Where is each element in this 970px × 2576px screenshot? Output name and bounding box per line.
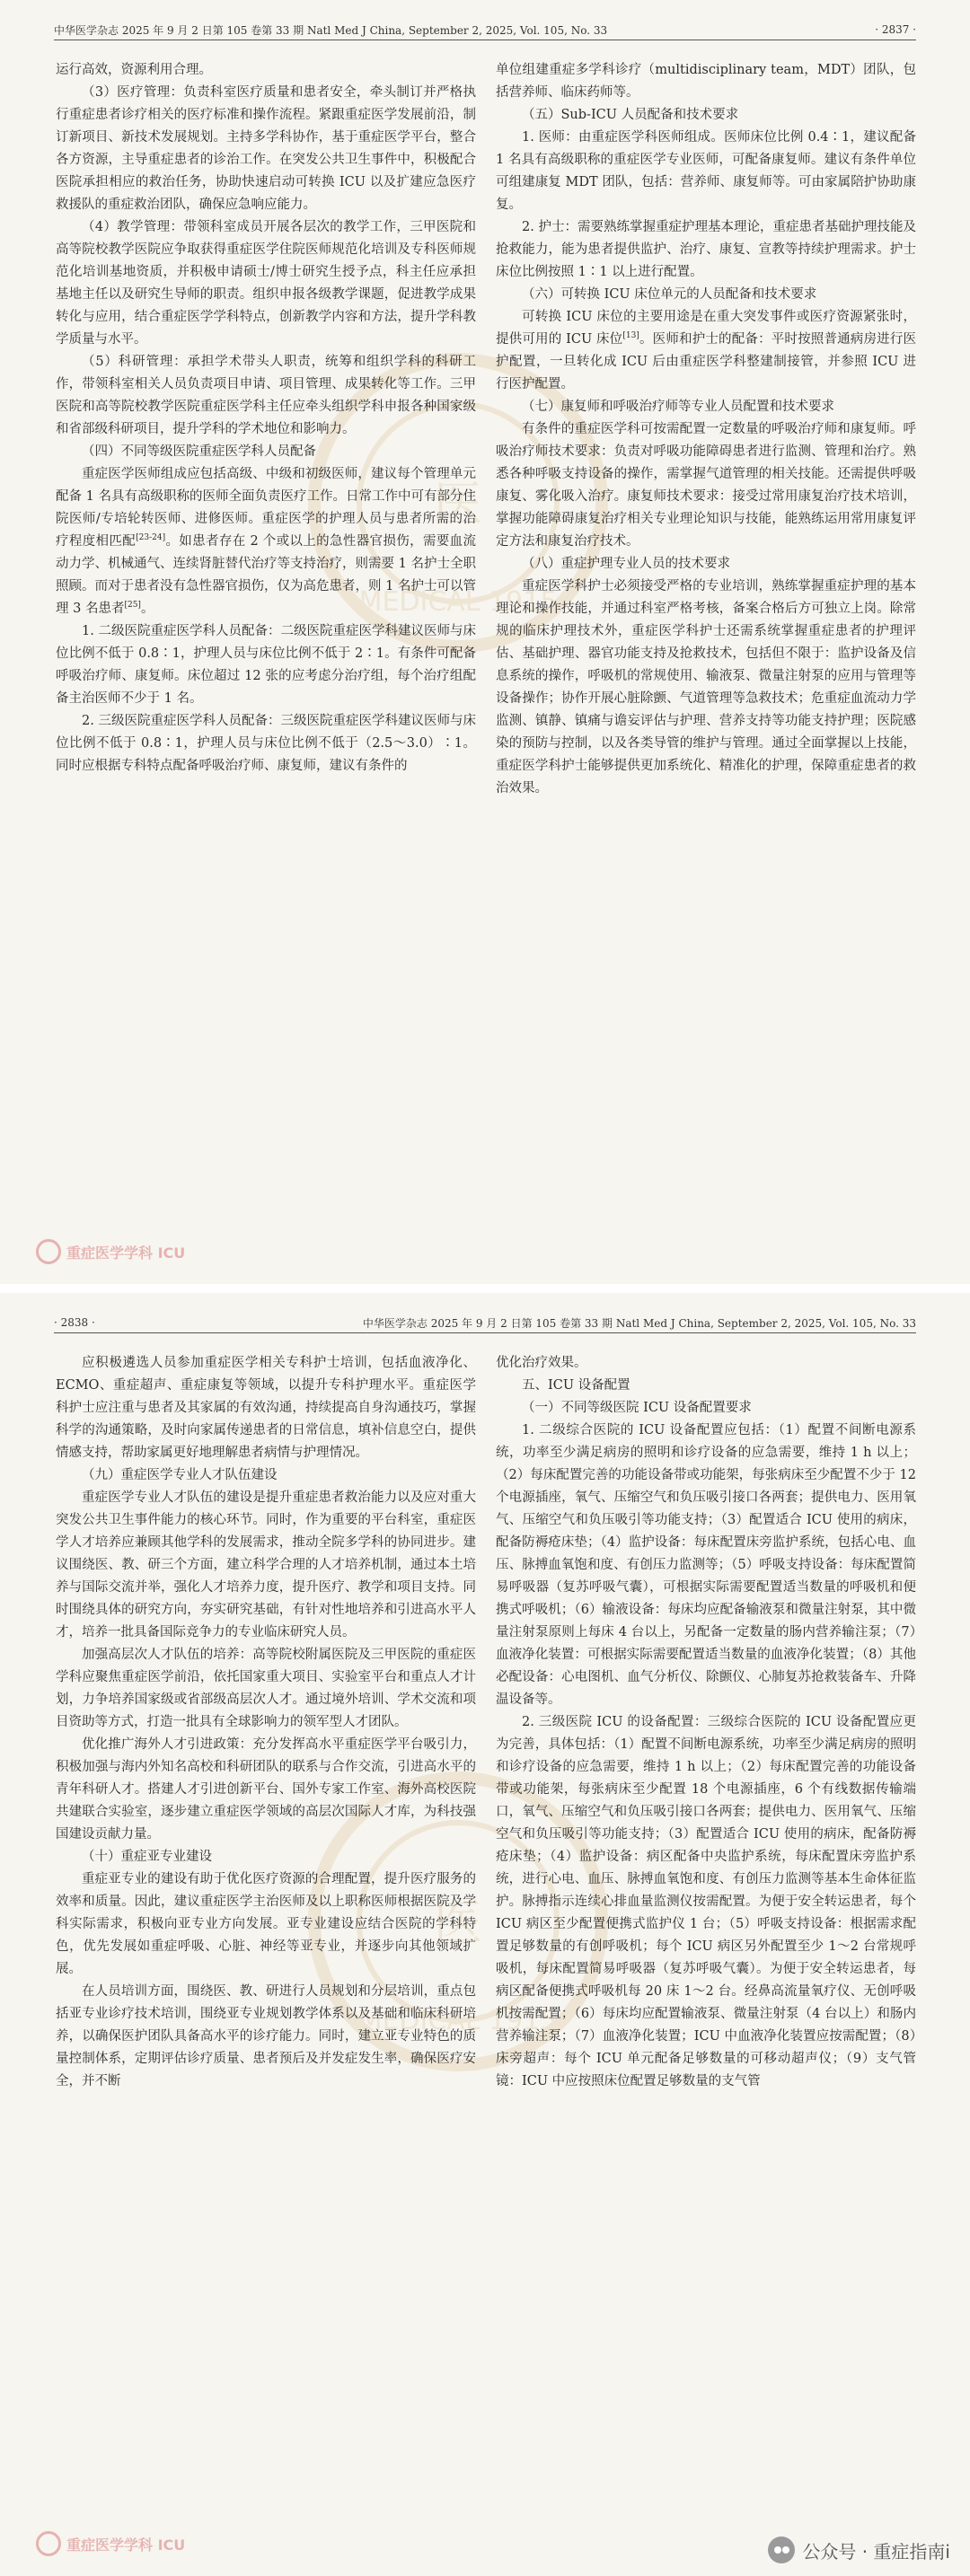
wechat-account-name: 公众号 · 重症指南i [802,2540,950,2563]
paragraph: 重症医学专业人才队伍的建设是提升重症患者救治能力以及应对重大突发公共卫生事件能力的核心环节。同时，作为重要的平台科室，重症医学人才培养应兼顾其他学科的发展需求，推动全院多学科的协同进步。建议围绕医、教、研三个方面，建立科学合理的人才培养机制，通过本土培养与国际交流并举，强化人才培养力度，提升医疗、教学和项目支持。同时围绕具体的研究方向，夯实研究基础，有针对性地培养和引进高水平人才，培养一批具备国际竞争力的专业临床研究人员。 [56,1490,476,1640]
paragraph: 可转换 ICU 床位的主要用途是在重大突发事件或医疗资源紧张时，提供可用的 ICU 床位[13]。医师和护士的配备：平时按照普通病房进行医护配置，一旦转化成 ICU 后由重症医学科整建制接管，并参照 ICU 进行医护配置。 [496,310,917,391]
paragraph: 1. 医师：由重症医学科医师组成。医师床位比例 0.4∶1，建议配备 1 名具有高级职称的重症医学专业医师，可配备康复师。建议有条件单位可组建康复 MDT 团队，包括：营养师、康复师等。可由家属陪护协助康复。 [496,130,916,212]
seal-icon [36,1239,61,1264]
svg-text:MEDICAL 1915: MEDICAL 1915 [358,2005,558,2036]
svg-text:MEDICAL 1915: MEDICAL 1915 [358,586,558,618]
section-heading: （四）不同等级医院重症医学科人员配备 [82,444,316,459]
page-number: · 2838 · [54,1316,95,1329]
paragraph: 在人员培训方面，围绕医、教、研进行人员规划和分层培训，重点包括亚专业诊疗技术培训，围绕亚专业规划教学体系以及基础和临床科研培养，以确保医护团队具备高水平的诊疗能力。同时，建立亚专业特色的质量控制体系，定期评估诊疗质量、患者预后及并发症发生率，确保医疗安全，并不断 [56,1984,476,2088]
paragraph: 单位组建重症多学科诊疗（multidisciplinary team，MDT）团队，包括营养师、临床药师等。 [496,63,916,100]
paragraph: 2. 三级医院 ICU 的设备配置：三级综合医院的 ICU 设备配置应更为完善，具体包括：（1）配置不间断电源系统，功率至少满足病房的照明和诊疗设备的应急需要，维持 1 h 以上；（2）每床配置完善的功能设备带或功能架，每张病床至少配置 18 个电源插座，6 个有线数据传输端口，氧气、压缩空气和负压吸引接口各两套；提供电力、医用氧气、压缩空气和负压吸引等功能支持；（3）配置适合 ICU 使用的病床，配备防褥疮床垫；（4）监护设备：病区配备中央监护系统，每床配置床旁监护系统，进行心电、血压、脉搏血氧饱和度、有创压力监测等基本生命体征监护。脉搏指示连续心排血量监测仪按需配置。为便于安全转运患者，每个 ICU 病区至少配置便携式监护仪 1 台；（5）呼吸支持设备：根据需求配置足够数量的有创呼吸机；每个 ICU 病区另外配置至少 1～2 台常规呼吸机，每床配置简易呼吸器（复苏呼吸气囊）。为便于安全转运患者，每病区配备便携式呼吸机每 20 床 1～2 台。经鼻高流量氧疗仪、无创呼吸机按需配置；（6）每床均应配置输液泵、微量注射泵（4 台以上）和肠内营养输注泵；（7）血液净化装置；ICU 中血液净化装置应按需配置；（8）床旁超声：每个 ICU 单元配备足够数量的可移动超声仪；（9）支气管镜：ICU 中应按照床位配置足够数量的支气管 [496,1715,916,2088]
citation[interactable]: [23-24] [136,533,166,543]
seal-watermark: 重症医学学科 ICU [36,1239,185,1264]
section-heading: （九）重症医学专业人才队伍建设 [82,1468,278,1482]
wechat-icon [768,2536,795,2563]
page-separator [0,1284,970,1293]
paragraph: （5）科研管理：承担学术带头人职责，统筹和组织学科的科研工作，带领科室相关人员负责项目申请、项目管理、成果转化等工作。三甲医院和高等院校教学医院重症医学科主任应牵头组织学科申报各种国家级和省部级科研项目，提升学科的学术地位和影响力。 [56,355,476,436]
section-heading: （八）重症护理专业人员的技术要求 [522,557,730,571]
paragraph: 优化推广海外人才引进政策：充分发挥高水平重症医学平台吸引力，积极加强与海内外知名高校和科研团队的联系与合作交流，引进高水平的青年科研人才。搭建人才引进创新平台、国外专家工作室、海外高校医院共建联合实验室，逐步建立重症医学领域的高层次国际人才库，为科技强国建设贡献力量。 [56,1737,476,1842]
paragraph: 加强高层次人才队伍的培养：高等院校附属医院及三甲医院的重症医学科应聚焦重症医学前沿，依托国家重大项目、实验室平台和重点人才计划，力争培养国家级或省部级高层次人才。通过境外培训、学术交流和项目资助等方式，打造一批具有全球影响力的领军型人才团队。 [56,1648,476,1729]
seal-watermark: 重症医学学科 ICU [36,2531,185,2556]
section-heading: （五）Sub-ICU 人员配备和技术要求 [522,108,739,122]
section-heading: 五、ICU 设备配置 [522,1378,630,1393]
svg-text:医: 医 [434,476,482,532]
right-column [496,59,916,800]
paragraph: （3）医疗管理：负责科室医疗质量和患者安全，牵头制订并严格执行重症患者诊疗相关的医疗标准和操作流程。紧跟重症医学发展前沿，制订新项目、新技术发展规划。主持多学科协作，基于重症医学平台，整合各方资源，主导重症患者的诊治工作。在突发公共卫生事件中，积极配合医院承担相应的救治任务，协助快速启动可转换 ICU 以及扩建应急医疗救援队的重症救治团队，确保应急响应能力。 [56,85,476,212]
seal-icon [36,2531,61,2556]
running-header [54,1313,916,1333]
svg-text:医: 医 [434,1895,482,1951]
section-heading: （七）康复师和呼吸治疗师等专业人员配置和技术要求 [522,400,834,414]
paragraph: 重症医学医师组成应包括高级、中级和初级医师，建议每个管理单元配备 1 名具有高级职称的医师全面负责医疗工作。日常工作中可有部分住院医师/专培轮转医师、进修医师。重症医学的护理人员与患者所需的治疗程度相匹配[23-24]。如患者存在 2 个或以上的急性器官损伤，需要血流动力学、机械通气、连续肾脏替代治疗等支持治疗，则需要 1 名护士全职照顾。而对于患者没有急性器官损伤，仅为高危患者，则 1 名护士可以管理 3 名患者[25]。 [56,467,476,616]
header-journal-info: 中华医学杂志 2025 年 9 月 2 日第 105 卷第 33 期 Natl Med J China, September 2, 2025, Vol. 105, No. 33 [54,23,608,37]
page-number: · 2837 · [875,23,916,36]
wechat-account-badge[interactable] [768,2536,950,2563]
paragraph: 2. 三级医院重症医学科人员配备：三级医院重症医学科建议医师与床位比例不低于 0.8∶1，护理人员与床位比例不低于（2.5～3.0）∶1。同时应根据专科特点配备呼吸治疗师、康复师，建议有条件的 [56,714,476,773]
right-column [496,1352,916,2093]
running-header [54,20,916,40]
citation[interactable]: [25] [124,601,141,611]
paragraph: 1. 二级综合医院的 ICU 设备配置应包括：（1）配置不间断电源系统，功率至少满足病房的照明和诊疗设备的应急需要，维持 1 h 以上；（2）每床配置完善的功能设备带或功能架，每张病床至少配置不少于 12 个电源插座，氧气、压缩空气和负压吸引接口各两套；提供电力、医用氧气、压缩空气和负压吸引等功能支持；（3）配置适合 ICU 使用的病床，配备防褥疮床垫；（4）监护设备：每床配置床旁监护系统，包括心电、血压、脉搏血氧饱和度、有创压力监测等；（5）呼吸支持设备：每床配置简易呼吸器（复苏呼吸气囊），可根据实际需要配置适当数量的呼吸机和便携式呼吸机；（6）输液设备：每床均应配备输液泵和微量注射泵，其中微量注射泵原则上每床 4 台以上，另配备一定数量的肠内营养输注泵；（7）血液净化装置：可根据实际需要配置适当数量的血液净化装置；（8）其他必配设备：心电图机、血气分析仪、除颤仪、心肺复苏抢救装备车、升降温设备等。 [496,1423,916,1707]
citation[interactable]: [13] [622,331,639,341]
section-heading: （一）不同等级医院 ICU 设备配置要求 [522,1401,752,1415]
section-heading: （六）可转换 ICU 床位单元的人员配备和技术要求 [522,287,817,302]
paragraph: 有条件的重症医学科可按需配置一定数量的呼吸治疗师和康复师。呼吸治疗师技术要求：负责对呼吸功能障碍患者进行监测、管理和治疗。熟悉各种呼吸支持设备的操作，需掌握气道管理的相关技能。还需提供呼吸康复、雾化吸入治疗。康复师技术要求：接受过常用康复治疗技术培训，掌握功能障碍康复治疗相关专业理论知识与技能，能熟练运用常用康复评定方法和康复治疗技术。 [496,422,916,549]
paragraph: 优化治疗效果。 [496,1356,587,1370]
paragraph: 重症医学科护士必须接受严格的专业培训，熟练掌握重症护理的基本理论和操作技能，并通过科室严格考核，备案合格后方可独立上岗。除常规的临床护理技术外，重症医学科护士还需系统掌握重症患者的护理评估、基础护理、器官功能支持及抢救技术，包括但不限于：监护设备及信息系统的操作，呼吸机的常规使用、输液泵、微量注射泵的应用与管理等设备操作；协作开展心脏除颤、气道管理等急救技术；危重症血流动力学监测、镇静、镇痛与谵妄评估与护理、营养支持等功能支持护理；医院感染的预防与控制，以及各类导管的维护与管理。通过全面掌握以上技能，重症医学科护士能够提供更加系统化、精准化的护理，保障重症患者的救治效果。 [496,579,916,796]
paragraph: 运行高效，资源利用合理。 [56,63,212,77]
paragraph: 2. 护士：需要熟练掌握重症护理基本理论，重症患者基础护理技能及抢救能力，能为患者提供监护、治疗、康复、宣教等持续护理需求。护士床位比例按照 1∶1 以上进行配置。 [496,220,916,279]
journal-page-2837 [0,0,970,1284]
journal-page-2838 [0,1293,970,2576]
left-column [56,59,476,778]
paragraph: 1. 二级医院重症医学科人员配备：二级医院重症医学科建议医师与床位比例不低于 0.8∶1，护理人员与床位比例不低于 2∶1。有条件可配备呼吸治疗师、康复师。床位超过 12 张的应考虑分治疗组，每个治疗组配备主治医师不少于 1 名。 [56,624,476,706]
header-journal-info: 中华医学杂志 2025 年 9 月 2 日第 105 卷第 33 期 Natl Med J China, September 2, 2025, Vol. 105, No. 33 [362,1316,916,1330]
section-heading: （十）重症亚专业建设 [82,1850,212,1864]
left-column [56,1352,476,2093]
paragraph: 重症亚专业的建设有助于优化医疗资源的合理配置，提升医疗服务的效率和质量。因此，建议重症医学主治医师及以上职称医师根据医院及学科实际需求，积极向亚专业方向发展。亚专业建设应结合医院的学科特色，优先发展如重症呼吸、心脏、神经等亚专业，并逐步向其他领域扩展。 [56,1872,476,1976]
paragraph: 应积极遴选人员参加重症医学相关专科护士培训，包括血液净化、ECMO、重症超声、重症康复等领域，以提升专科护理水平。重症医学科护士应注重与患者及其家属的有效沟通，持续提高自身沟通技巧，掌握科学的沟通策略，及时向家属传递患者的日常信息，填补信息空白，提供情感支持，帮助家属更好地理解患者病情与护理情况。 [56,1356,476,1460]
paragraph: （4）教学管理：带领科室成员开展各层次的教学工作，三甲医院和高等院校教学医院应争取获得重症医学住院医师规范化培训及专科医师规范化培训基地资质，并积极申请硕士/博士研究生授予点，科主任应承担基地主任以及研究生导师的职责。组织申报各级教学课题，促进教学成果转化与应用，结合重症医学学科特点，创新教学内容和方法，提升学科教学质量与水平。 [56,220,476,347]
